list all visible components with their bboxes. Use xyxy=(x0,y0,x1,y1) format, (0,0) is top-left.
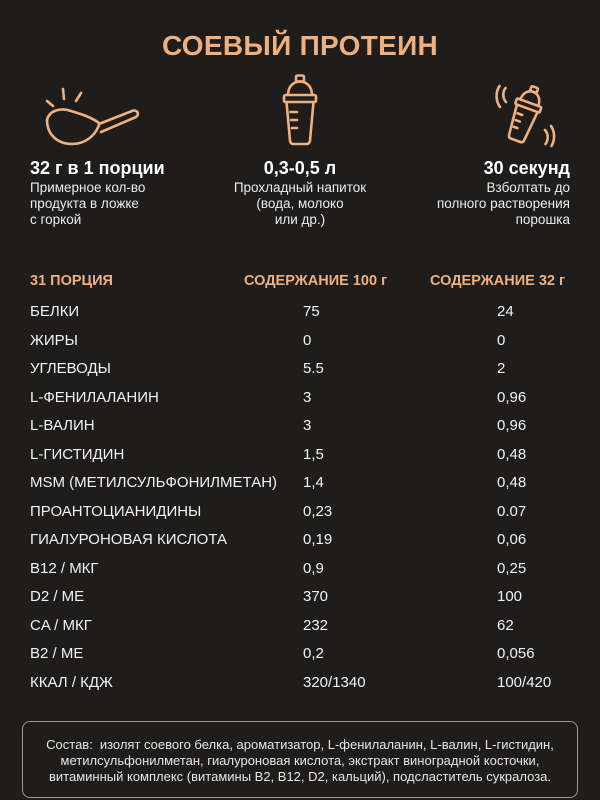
nutrient-name: MSM (МЕТИЛСУЛЬФОНИЛМЕТАН) xyxy=(30,474,278,491)
feature-description xyxy=(30,180,165,228)
feature-heading: 0,3-0,5 л xyxy=(263,158,337,178)
nutrient-name: ЖИРЫ xyxy=(30,331,78,349)
nutrient-name: ПРОАНТОЦИАНИДИНЫ xyxy=(30,502,202,520)
feature-heading: 30 секунд xyxy=(483,158,570,178)
nutrient-row xyxy=(0,298,600,327)
nutrient-name: УГЛЕВОДЫ xyxy=(30,360,111,377)
scoop-icon xyxy=(42,80,142,148)
value-per-serving: 0 xyxy=(497,331,506,349)
feature-description-line: продукта в ложке xyxy=(30,196,139,211)
nutrient-row xyxy=(0,412,600,441)
feature-liquid-volume xyxy=(150,156,450,228)
value-per-100g: 75 xyxy=(303,303,320,320)
header-servings: 31 ПОРЦИЯ xyxy=(30,273,113,289)
value-per-serving: 0.07 xyxy=(497,502,527,520)
value-per-serving: 0,96 xyxy=(497,388,527,406)
shaker-icon xyxy=(279,73,321,147)
value-per-serving: 0,48 xyxy=(497,474,527,491)
value-per-serving: 0,06 xyxy=(497,531,527,548)
value-per-100g: 232 xyxy=(303,616,329,634)
nutrient-row xyxy=(0,327,600,356)
composition-text: изолят соевого белка, ароматизатор, L-фенилаланин, L-валин, L-гистидин, xyxy=(99,737,554,752)
feature-description-line: порошка xyxy=(515,212,570,227)
value-per-100g: 5.5 xyxy=(303,360,324,377)
nutrient-row xyxy=(0,469,600,498)
value-per-100g: 3 xyxy=(303,417,312,434)
value-per-100g: 0,2 xyxy=(303,645,324,662)
nutrient-name: B2 / МЕ xyxy=(30,645,84,662)
nutrient-name: CA / МКГ xyxy=(30,616,92,634)
value-per-100g: 370 xyxy=(303,588,329,605)
composition-box xyxy=(22,721,578,798)
value-per-100g: 0 xyxy=(303,331,312,349)
nutrient-row xyxy=(0,640,600,669)
nutrient-name: БЕЛКИ xyxy=(30,303,80,320)
shaking-shaker-icon xyxy=(494,80,556,148)
nutrient-row xyxy=(0,583,600,612)
feature-description-line: или др.) xyxy=(274,212,326,227)
value-per-serving: 2 xyxy=(497,360,506,377)
composition-line: витаминный комплекс (витамины B2, B12, D2, кальций), подсластитель сукралоза. xyxy=(49,769,551,784)
feature-shake-time xyxy=(437,156,570,228)
feature-description-line: Прохладный напиток xyxy=(233,180,367,195)
value-per-100g: 1,5 xyxy=(303,445,324,463)
nutrient-name: L-ВАЛИН xyxy=(30,417,95,434)
nutrient-row xyxy=(0,384,600,413)
composition-label: Состав: xyxy=(46,737,93,752)
nutrient-row xyxy=(0,555,600,584)
value-per-serving: 100/420 xyxy=(497,673,552,691)
page-title: СОЕВЫЙ ПРОТЕИН xyxy=(161,30,439,61)
nutrient-row xyxy=(0,355,600,384)
feature-description-line: Примерное кол-во xyxy=(30,180,146,195)
value-per-100g: 0,19 xyxy=(303,531,333,548)
value-per-100g: 0,23 xyxy=(303,502,333,520)
header-per-100g: СОДЕРЖАНИЕ 100 г xyxy=(244,273,388,289)
feature-serving-size xyxy=(30,156,165,228)
header-per-serving: СОДЕРЖАНИЕ 32 г xyxy=(430,273,566,289)
nutrient-name: B12 / МКГ xyxy=(30,559,99,577)
value-per-serving: 24 xyxy=(497,303,514,320)
nutrient-row xyxy=(0,612,600,641)
nutrition-table-body xyxy=(0,298,600,697)
nutrient-row xyxy=(0,498,600,527)
feature-description-line: полного растворения xyxy=(436,196,570,211)
nutrient-name: ККАЛ / КДЖ xyxy=(30,673,113,691)
feature-description xyxy=(150,180,450,228)
value-per-100g: 320/1340 xyxy=(303,673,366,691)
value-per-100g: 3 xyxy=(303,388,312,406)
feature-description xyxy=(437,180,570,228)
nutrient-row xyxy=(0,441,600,470)
value-per-100g: 1,4 xyxy=(303,474,324,491)
feature-description-line: Взболтать до xyxy=(486,180,570,195)
composition-line xyxy=(23,737,577,753)
feature-description-line: с горкой xyxy=(30,212,82,227)
composition-line: метилсульфонилметан, гиалуроновая кислота, экстракт виноградной косточки, xyxy=(60,753,540,768)
value-per-serving: 0,25 xyxy=(497,559,527,577)
nutrient-name: D2 / МЕ xyxy=(30,588,85,605)
value-per-serving: 100 xyxy=(497,588,523,605)
nutrient-name: L-ФЕНИЛАЛАНИН xyxy=(30,388,159,406)
value-per-serving: 0,056 xyxy=(497,645,535,662)
value-per-serving: 0,48 xyxy=(497,445,527,463)
feature-heading: 32 г в 1 порции xyxy=(30,158,165,178)
nutrition-table-header xyxy=(0,267,600,298)
nutrient-name: L-ГИСТИДИН xyxy=(30,445,125,463)
nutrient-name: ГИАЛУРОНОВАЯ КИСЛОТА xyxy=(30,531,227,548)
value-per-serving: 62 xyxy=(497,616,514,634)
nutrient-row xyxy=(0,526,600,555)
nutrient-row xyxy=(0,669,600,698)
nutrition-table xyxy=(0,267,600,697)
feature-description-line: (вода, молоко xyxy=(256,196,344,211)
value-per-100g: 0,9 xyxy=(303,559,324,577)
value-per-serving: 0,96 xyxy=(497,417,527,434)
